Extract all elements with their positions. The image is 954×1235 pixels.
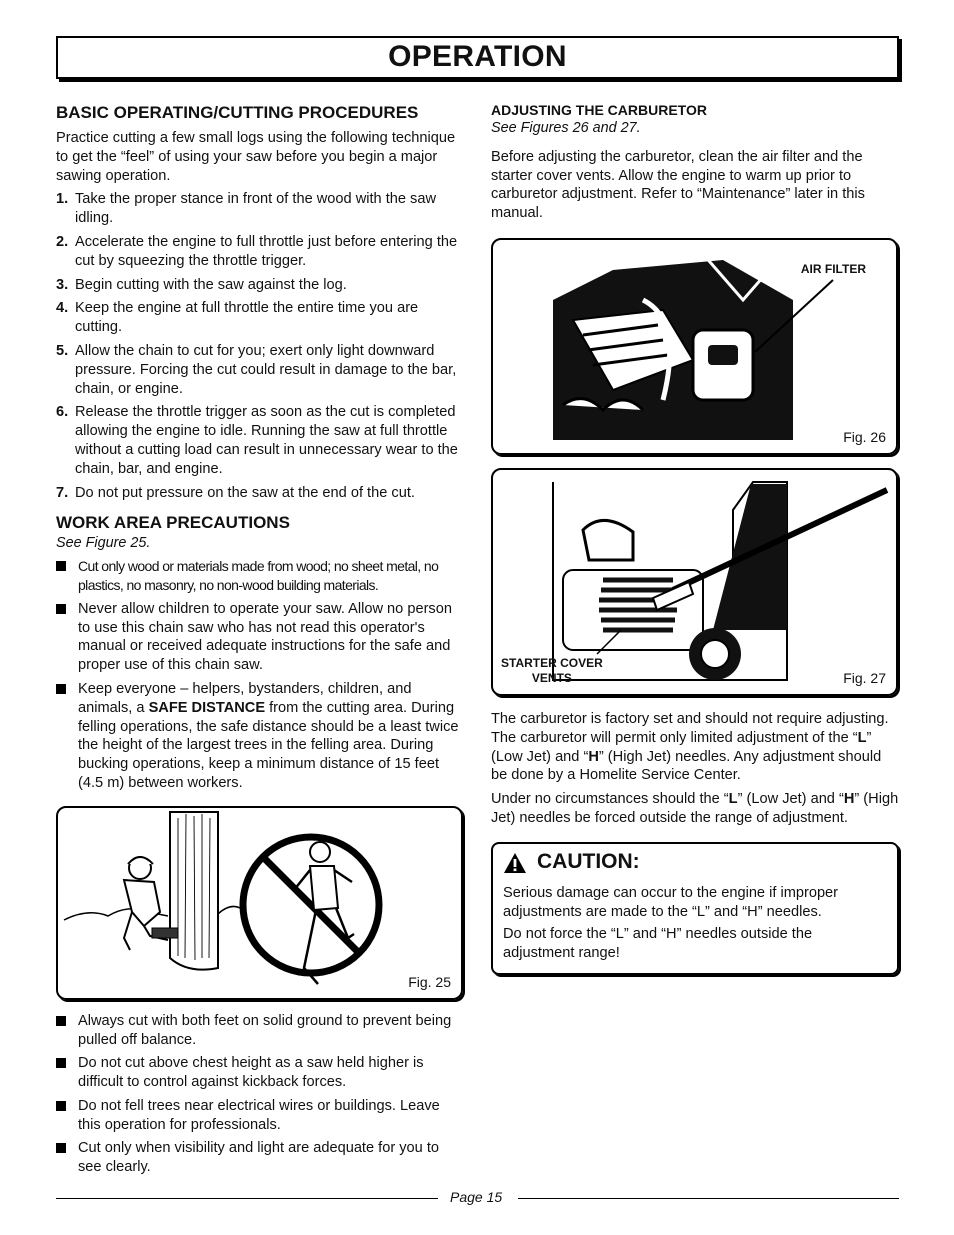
page-footer — [56, 1188, 899, 1208]
caution-header — [503, 852, 887, 874]
page-title: OPERATION — [388, 40, 567, 74]
square-bullet-icon — [56, 561, 66, 571]
step-item: 2. Accelerate the engine to full throttle just before entering the cut by squeezing the throttle trigger. — [56, 233, 458, 269]
bullet-item: Keep everyone – helpers, bystanders, children, and animals, a SAFE DISTANCE from the cutting area. During felling operations, the safe distance should be a least twice the height of the largest trees in the felling area. During bucking operations, keep a minimum distance of 15 feet (4.5 m) between workers. — [56, 680, 464, 793]
basic-procedures-intro: Practice cutting a few small logs using the following technique to get the “feel” of using your saw before you begin a major sawing operation. — [56, 130, 456, 184]
figure-27-label: Fig. 27 — [843, 670, 886, 687]
figure-26 — [491, 238, 898, 455]
step-item: 4. Keep the engine at full throttle the entire time you are cutting. — [56, 300, 419, 336]
bullet-item: Cut only when visibility and light are adequate for you to see clearly. — [56, 1139, 464, 1177]
step-item: 5. Allow the chain to cut for you; exert only light downward pressure. Forcing the cut could result in damage to the bar, chain, or engine. — [56, 342, 457, 397]
footer-rule-right — [518, 1198, 899, 1199]
right-column — [491, 101, 899, 975]
figure-25 — [56, 806, 463, 1000]
carburetor-paragraph-1: The carburetor is factory set and should not require adjusting. The carburetor will permit only limited adjustment of the “L” (Low Jet) and “H” (High Jet) needles. Any adjustment should be done by a Homelite Service Center. — [491, 710, 889, 784]
page-title-box — [56, 36, 899, 79]
work-area-see-figure: See Figure 25. — [56, 535, 151, 552]
square-bullet-icon — [56, 1016, 66, 1026]
square-bullet-icon — [56, 1143, 66, 1153]
basic-procedures-heading: BASIC OPERATING/CUTTING PROCEDURES — [56, 103, 419, 122]
figure-27 — [491, 468, 898, 696]
bullet-item: Do not cut above chest height as a saw held higher is difficult to control against kickback forces. — [56, 1054, 464, 1092]
bullet-item: Never allow children to operate your saw. Allow no person to use this chain saw who has not read this operator's manual or received adequate instructions for the safe and proper use of this chain saw. — [56, 600, 464, 675]
work-area-heading: WORK AREA PRECAUTIONS — [56, 513, 290, 533]
square-bullet-icon — [56, 604, 66, 614]
figure-25-label: Fig. 25 — [408, 973, 451, 990]
caution-box — [491, 842, 899, 975]
caution-paragraph-1: Serious damage can occur to the engine if improper adjustments are made to the “L” and “H” needles. — [503, 884, 839, 920]
carburetor-see-figures: See Figures 26 and 27. — [491, 120, 641, 136]
figure-26-label: Fig. 26 — [843, 429, 886, 446]
square-bullet-icon — [56, 684, 66, 694]
footer-rule-left — [56, 1198, 438, 1199]
bullet-item: Do not fell trees near electrical wires or buildings. Leave this operation for professionals. — [56, 1097, 464, 1135]
warning-triangle-icon — [503, 852, 527, 874]
step-item: 7. Do not put pressure on the saw at the end of the cut. — [56, 484, 415, 501]
carburetor-paragraph-2: Under no circumstances should the “L” (Low Jet) and “H” (High Jet) needles be forced outside the range of adjustment. — [491, 791, 899, 826]
left-column — [56, 101, 464, 1182]
safety-bullets — [56, 1012, 464, 1177]
carburetor-intro: Before adjusting the carburetor, clean the air filter and the starter cover vents. Allow the engine to warm up prior to carburetor adjustment. Refer to “Maintenance” later in this manual. — [491, 148, 865, 222]
work-area-bullets — [56, 557, 464, 793]
square-bullet-icon — [56, 1058, 66, 1068]
bullet-item: Cut only wood or materials made from wood; no sheet metal, no plastics, no masonry, no non-wood building materials. — [56, 557, 464, 595]
step-item: 3. Begin cutting with the saw against the log. — [56, 276, 347, 293]
air-filter-callout: AIR FILTER — [800, 261, 866, 276]
step-item: 1. Take the proper stance in front of the wood with the saw idling. — [56, 191, 436, 227]
caution-paragraph-2: Do not force the “L” and “H” needles outside the adjustment range! — [503, 926, 813, 962]
procedure-steps — [56, 190, 464, 502]
step-item: 6. Release the throttle trigger as soon as the cut is completed allowing the engine to idle. Running the saw at full throttle without a cutting load can result in unnecessary wear to the chain, bar, and engine. — [56, 404, 458, 477]
caution-title: CAUTION: — [537, 850, 640, 874]
felling-safety-illustration — [58, 808, 461, 998]
starter-cover-callout: STARTER COVER VENTS — [501, 655, 603, 685]
carburetor-heading: ADJUSTING THE CARBURETOR — [491, 102, 707, 118]
square-bullet-icon — [56, 1101, 66, 1111]
page-number: Page 15 — [450, 1189, 503, 1205]
bullet-item: Always cut with both feet on solid ground to prevent being pulled off balance. — [56, 1012, 464, 1050]
